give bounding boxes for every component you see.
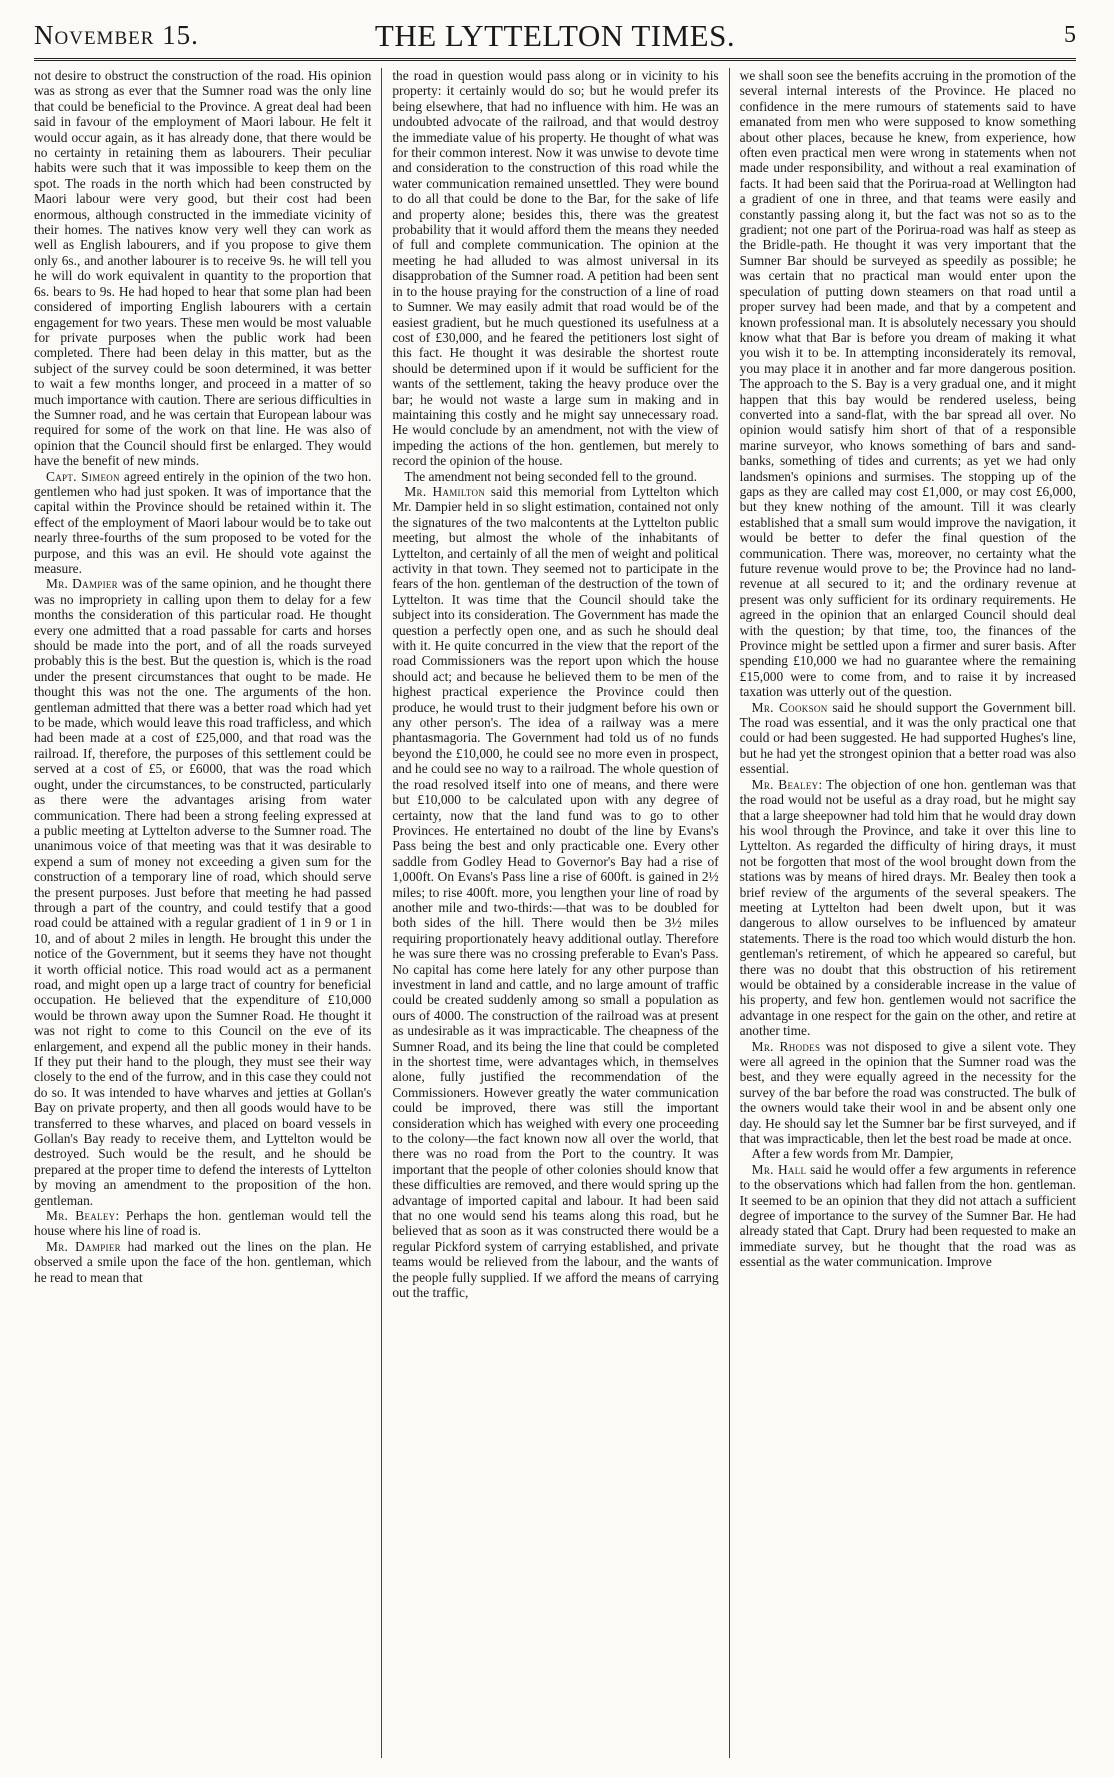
paragraph <box>34 469 371 577</box>
speaker-name: Mr. Hall <box>751 1161 807 1177</box>
paragraph <box>392 484 718 1301</box>
paragraph-text: said he would offer a few arguments in reference to the observations which had fallen from the hon. gentleman. It seemed to be an opinion that they did not attach a sufficient degree of importance to the survey of the Sumner Bar. He had already stated that Capt. Drury had been requested to make an immediate survey, but he thought that the road was as essential as the water communication. Improve <box>739 1161 1076 1270</box>
article-columns <box>34 68 1076 1758</box>
paragraph-text: The amendment not being seconded fell to the ground. <box>404 468 697 484</box>
column-2 <box>381 68 728 1758</box>
paragraph <box>740 1146 1076 1161</box>
paragraph <box>392 469 718 484</box>
column-1 <box>34 68 381 1758</box>
speaker-name: Mr. Rhodes <box>751 1038 821 1054</box>
newspaper-title: THE LYTTELTON TIMES. <box>374 18 736 53</box>
paragraph <box>740 700 1076 777</box>
issue-date: November 15. <box>34 20 199 50</box>
paragraph-text: After a few words from Mr. Dampier, <box>751 1146 954 1162</box>
speaker-name: Mr. Bealey <box>46 1208 116 1224</box>
paragraph-text: the road in question would pass along or in vicinity to his property: it certainly would do so; but he would prefer its being elsewhere, that had no influence with him. He was an undoubted advocate of the railroad, and that would destroy the immediate value of his property. He thought of what was for their common interest. Now it was unwise to devote time and consideration to the construction of this road while the water communication remained unsettled. They were bound to do all that could be done to the Bar, for the sake of life and property alone; besides this, there was the greatest probability that it would afford them the means they needed of full and complete communication. The opinion at the meeting he had alluded to was almost universal in its disapprobation of the Sumner road. A petition had been sent in to the house praying for the construction of a line of road to Sumner. We may easily admit that road would be of the easiest gradient, but he much questioned its usefulness at a cost of £30,000, and he feared the petitioners lost sight of this fact. He thought it was desirable the shortest route should be determined upon if it would be sufficient for the wants of the settlement, taking the heavy produce over the bar; he would not waste a large sum in making and in maintaining this costly and he might say unnecessary road. He would conclude by an amendment, not with the view of impeding the actions of the hon. gentlemen, but merely to record the opinion of the house. <box>392 68 719 469</box>
paragraph-text: said this memorial from Lyttelton which Mr. Dampier held in so slight estimation, contained not only the signatures of the two malcontents at the Lyttelton public meeting, but almost the whole of the inhabitants of Lyttelton, and certainly of all the men of weight and political activity in that town. They seemed not to participate in the fears of the hon. gentleman of the destruction of the town of Lyttelton. It was time that the Council should take the subject into its consideration. The Government has made the question a perfectly open one, and as such he should deal with it. He quite concurred in the view that the report of the road Commissioners was the report upon which the house should act; and because he believed them to be men of the highest practical experience the Province could then produce, he would trust to their judgment before his own or any other person's. The idea of a railway was a mere phantasmagoria. The Government had told us of no funds beyond the £10,000, he could see no more even in prospect, and he could see no way to a railroad. The whole question of the road resolved itself into one of means, and there were but £10,000 to be calculated upon with any degree of certainty, now that the land fund was to go to other Provinces. He entertained no doubt of the line by Evans's Pass being the best and only practicable one. Every other saddle from Godley Head to Governor's Bay had a rise of 1,000ft. On Evans's Pass line a rise of 600ft. is gained in 2½ miles; to rise 400ft. more, you lengthen your line of road by another mile and two-thirds:—that was to be doubled for both sides of the hill. There would then be 3½ miles requiring proportionately heavy additional outlay. Therefore he was sure there was no crossing preferable to Evan's Pass. No capital has come here lately for any other purpose than investment in land and cattle, and no large amount of traffic could be created suddenly among so small a population as ours of 4000. The construction of the railroad was at present as undesirable as it was impracticable. The cheapness of the Sumner Road, and its being the line that could be completed in the shortest time, were advantages which, in themselves alone, fully justified the recommendation of the Commissioners. However greatly the water communication could be improved, there was still the important consideration which has weighed with every one proceeding to the colony—the fact known now all over the world, that there was no road from the Port to the country. It was important that the people of other colonies should know that these difficulties are removed, and there would spring up the advantage of imported capital and labour. It had been said that no one would send his teams along this road, but he believed that as soon as it was constructed there would be a regular Pickford system of carrying established, and private teams would be relieved from the labour, and the wants of the people fully supplied. If we afford the means of carrying out the traffic, <box>392 483 719 1301</box>
paragraph <box>740 1162 1076 1270</box>
speaker-name: Mr. Hamilton <box>404 483 486 499</box>
paragraph <box>740 777 1076 1039</box>
page-number: 5 <box>1064 22 1076 48</box>
paragraph <box>34 1239 371 1285</box>
paragraph <box>34 1208 371 1239</box>
paragraph-text: said he should support the Government bill. The road was essential, and it was the only practical one that could or had been suggested. He had supported Hughes's line, but he had yet the strongest opinion that a better road was also essential. <box>739 699 1076 777</box>
speaker-name: Mr. Dampier <box>46 1238 121 1254</box>
paragraph-text: we shall soon see the benefits accruing in the promotion of the several internal interests of the Province. He placed no confidence in the mere rumours of statements said to have emanated from men who were supposed to know something about other places, because he knew, from experience, how often even practical men were wrong in statements when not made under responsibility, and without a real examination of facts. It had been said that the Porirua-road at Wellington had a gradient of one in three, and that teams were easily and constantly passing along it, but the fact was not so as to the gradient; not one part of the Porirua-road was half as steep as the Bridle-path. He thought it was very important that the Sumner Bar should be surveyed as speedily as possible; he was certain that no practical man would enter upon the speculation of putting down steamers on that road until a proper survey had been made, and that by a competent and known professional man. It is absolutely necessary you should know what that Bar is before you dream of making it what you wish it to be. In attempting inconsiderately its removal, you may place it in another and far more dangerous position. The approach to the S. Bay is a very gradual one, and it might happen that this bay would be rendered useless, being converted into a sand-flat, with the bar spread all over. No opinion would satisfy him short of that of a responsible marine surveyor, who knows something of bars and sand-banks, something of tides and currents; as yet we had only landsmen's opinions and surmises. The stopping up of the gaps as they are called may cost £1,000, or may cost £6,000, but they knew nothing of the amount. Till it was clearly established that a small sum would improve the navigation, it would be better to defer the final question of the communication. There was, moreover, no certainty what the future revenue would prove to be; the Province had no land-revenue at all secured to it; and the ordinary revenue at present was only sufficient for its ordinary requirements. He agreed in the opinion that an enlarged Council should deal with the question; by that time, too, the finances of the Province might be settled upon a firmer and surer basis. After spending £10,000 we had no guarantee where the remaining £15,000 were to come from, and to raise it by increased taxation was utterly out of the question. <box>739 68 1076 700</box>
paragraph-text: : The objection of one hon. gentleman was that the road would not be useful as a dray road, but he might say that a large sheepowner had told him that he would dray down his wool through the Province, and take it over this line to Lyttelton. As regarded the difficulty of hiring drays, it must not be forgotten that most of the wool brought down from the stations was by means of hired drays. Mr. Bealey then took a brief review of the arguments of the several speakers. The meeting at Lyttelton had been dwelt upon, but it was dangerous to allow ourselves to be influenced by amateur statements. There is the road too which would disturb the hon. gentleman's retirement, of which he appeared so careful, but there was no doubt that this obstruction of his retirement would be obtained by a considerable increase in the value of his property, and few hon. gentlemen would not sacrifice the advantage in one respect for the gain on the other, and retire at another time. <box>739 776 1076 1039</box>
paragraph-text: : Perhaps the hon. gentleman would tell the house where his line of road is. <box>34 1208 372 1239</box>
speaker-name: Mr. Cookson <box>751 699 828 715</box>
paragraph-text: had marked out the lines on the plan. He observed a smile upon the face of the hon. gentleman, which he read to mean that <box>34 1238 372 1285</box>
masthead <box>34 14 1076 61</box>
paragraph <box>740 68 1076 700</box>
paragraph <box>34 68 371 469</box>
paragraph-text: was not disposed to give a silent vote. They were all agreed in the opinion that the Sumner road was the best, and they were equally agreed in the necessity for the survey of the bar before the road was constructed. The bulk of the owners would take their wool in and be absent only one day. He should say let the Sumner bar be first surveyed, and if that was impracticable, then let the best road be made at once. <box>739 1038 1076 1147</box>
speaker-name: Mr. Dampier <box>46 576 118 592</box>
paragraph-text: was of the same opinion, and he thought there was no impropriety in calling upon them to delay for a few months the consideration of this particular road. He thought every one admitted that a road passable for carts and horses should be made into the port, and of all the roads surveyed probably this is the best. But the question is, which is the road under the present circumstances that ought to be made. He thought this was not the one. The arguments of the hon. gentleman admitted that there was a better road which had yet to be made, which would leave this road trafficless, and which had been made at a cost of £25,000, and that road was the railroad. If, therefore, the purposes of this settlement could be served at a cost of £5, or £6000, that was the road which ought, under the circumstances, to be constructed, particularly as there were the advantages arising from water communication. There had been a strong feeling expressed at a public meeting at Lyttelton adverse to the Sumner road. The unanimous voice of that meeting was that it was desirable to expend a sum of money not exceeding a given sum for the construction of a temporary line of road, which should serve the present purposes. Just before that meeting he had passed through a part of the country, and could testify that a good road could be attained with a regular gradient of 1 in 9 or 1 in 10, and of about 2 miles in length. He brought this under the notice of the Government, but it seems they have not thought it worth official notice. This road would act as a permanent road, and might open up a large tract of country for beneficial occupation. He believed that the expenditure of £10,000 would be thrown away upon the Sumner Road. He thought it was not right to come to this Council on the eve of its enlargement, and expend all the public money in their hands. If they put their hand to the plough, they must see their way closely to the end of the furrow, and in this case they could not do so. It was intended to have wharves and jetties at Gollan's Bay on private property, and then all goods would have to be transferred to these wharves, and placed on board vessels in Gollan's Bay ready to receive them, and Lyttelton would be destroyed. Such would be the result, and he should be prepared at the proper time to defend the interests of Lyttelton by moving an amendment to the proposition of the hon. gentleman. <box>34 576 372 1208</box>
paragraph-text: agreed entirely in the opinion of the two hon. gentlemen who had just spoken. It was of importance that the capital within the Province should be retained within it. The effect of the employment of Maori labour would be to take out nearly three-fourths of the sum proposed to be voted for the purpose, and this was an evil. He should vote against the measure. <box>34 468 372 576</box>
speaker-name: Capt. Simeon <box>46 468 120 484</box>
paragraph <box>34 576 371 1208</box>
paragraph <box>740 1039 1076 1147</box>
paragraph <box>392 68 718 469</box>
speaker-name: Mr. Bealey <box>751 776 819 792</box>
column-3 <box>729 68 1076 1758</box>
paragraph-text: not desire to obstruct the construction of the road. His opinion was as strong as ever that the Sumner road was the only line that could be beneficial to the Province. A great deal had been said in favour of the employment of Maori labour. He felt it would occur again, as it has already done, that there would be no certainty in retaining them as labourers. Their peculiar habits were such that it was impossible to keep them on the spot. The roads in the north which had been constructed by Maori labour were very good, but their cost had been enormous, although constructed in the immediate vicinity of their homes. The natives know very well they can work as well as English labourers, and if you propose to give them only 6s., and another labourer is to receive 9s. he will tell you he will do work equivalent in quantity to the proportion that 6s. bears to 9s. He had hoped to hear that some plan had been considered of importing English labourers with a certain engagement for two years. These men would be most valuable for private purposes when the public work had been completed. There had been delay in this matter, but as the subject of the survey could be soon determined, it was better to wait a few months longer, and proceed in a matter of so much importance with caution. There are serious difficulties in the Sumner road, and he was certain that European labour was required for some of the work on that line. He was also of opinion that the Council should first be enlarged. They would have the benefit of new minds. <box>34 68 372 469</box>
